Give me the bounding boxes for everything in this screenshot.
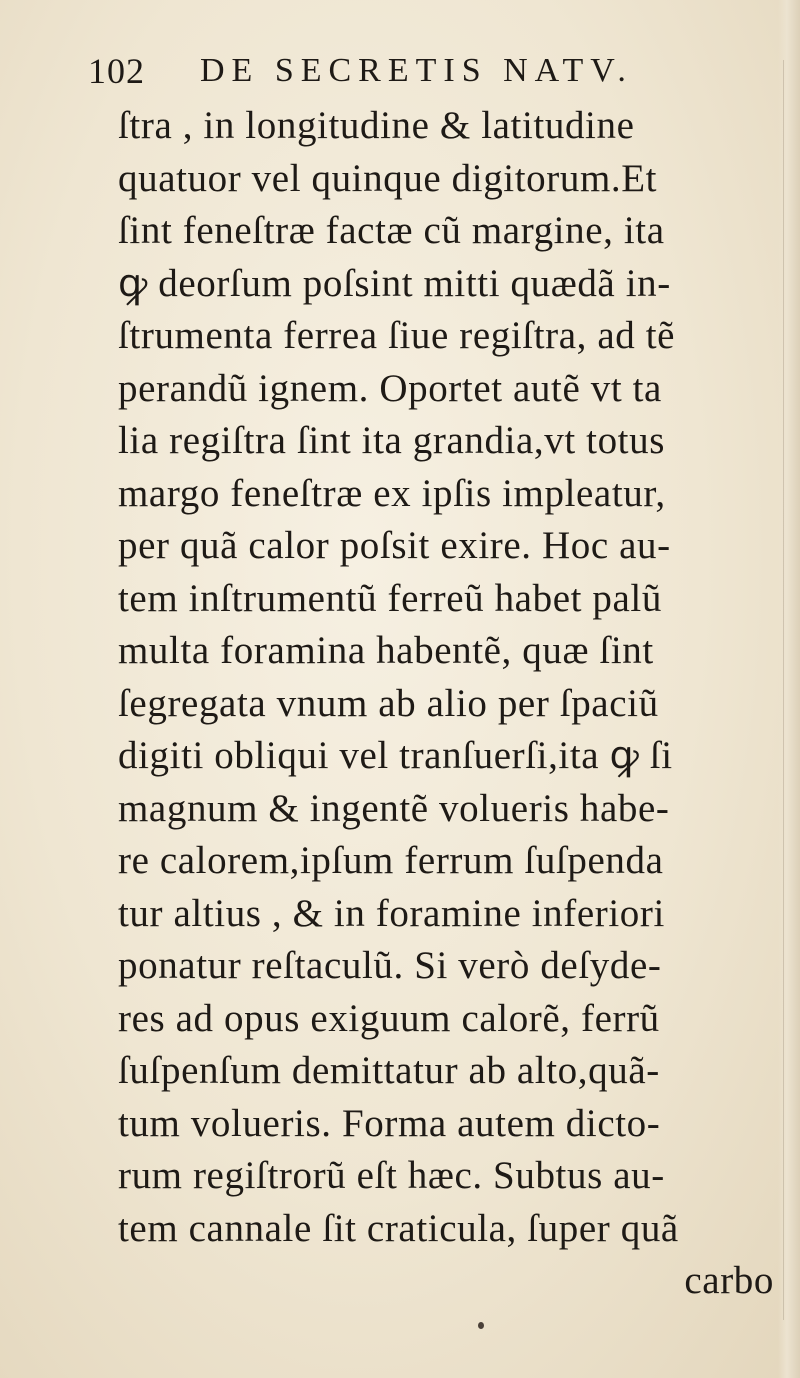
page-header — [88, 46, 728, 96]
text-line: rum regiſtrorũ eſt hæc. Subtus au- — [118, 1154, 665, 1197]
text-line: re calorem,ipſum ferrum ſuſpenda — [118, 839, 664, 882]
body-text — [118, 100, 778, 1308]
text-line: multa foramina habentẽ, quæ ſint — [118, 629, 654, 672]
text-line: tur altius , & in foramine inferiori — [118, 891, 665, 935]
text-line: margo feneſtræ ex ipſis impleatur, — [118, 471, 666, 515]
text-line: tum volueris. Forma autem dicto- — [118, 1101, 661, 1145]
text-line: ꝙ deorſum poſsint mitti quædã in- — [118, 261, 671, 305]
text-line: ſuſpenſum demittatur ab alto,quã- — [118, 1049, 660, 1092]
page-edge-shadow — [778, 0, 800, 1378]
text-line: per quã calor poſsit exire. Hoc au- — [118, 524, 671, 567]
text-line: lia regiſtra ſint ita grandia,vt totus — [118, 419, 665, 462]
text-line: magnum & ingentẽ volueris habe- — [118, 786, 670, 830]
running-title: DE SECRETIS NATV. — [200, 52, 633, 89]
text-line: digiti obliqui vel tranſuerſi,ita ꝙ ſi — [118, 734, 673, 777]
ink-speck — [478, 1322, 484, 1329]
text-line: ponatur reſtaculũ. Si verò deſyde- — [118, 944, 662, 987]
text-line: ſtra , in longitudine & latitudine — [118, 104, 635, 147]
text-line: ſint feneſtræ factæ cũ margine, ita — [118, 209, 665, 252]
text-line: tem cannale ſit craticula, ſuper quã — [118, 1206, 679, 1250]
text-line: quatuor vel quinque digitorum.Et — [118, 156, 658, 200]
page-edge-line — [783, 60, 784, 1320]
text-line: ſegregata vnum ab alio per ſpaciũ — [118, 681, 659, 725]
text-line: res ad opus exiguum calorẽ, ferrũ — [118, 996, 660, 1040]
text-line: ſtrumenta ferrea ſiue regiſtra, ad tẽ — [118, 314, 676, 357]
page-number: 102 — [88, 51, 145, 91]
catchword: carbo — [684, 1259, 774, 1302]
text-line: tem inſtrumentũ ferreũ habet palũ — [118, 576, 662, 620]
text-line: perandũ ignem. Oportet autẽ vt ta — [118, 366, 662, 410]
